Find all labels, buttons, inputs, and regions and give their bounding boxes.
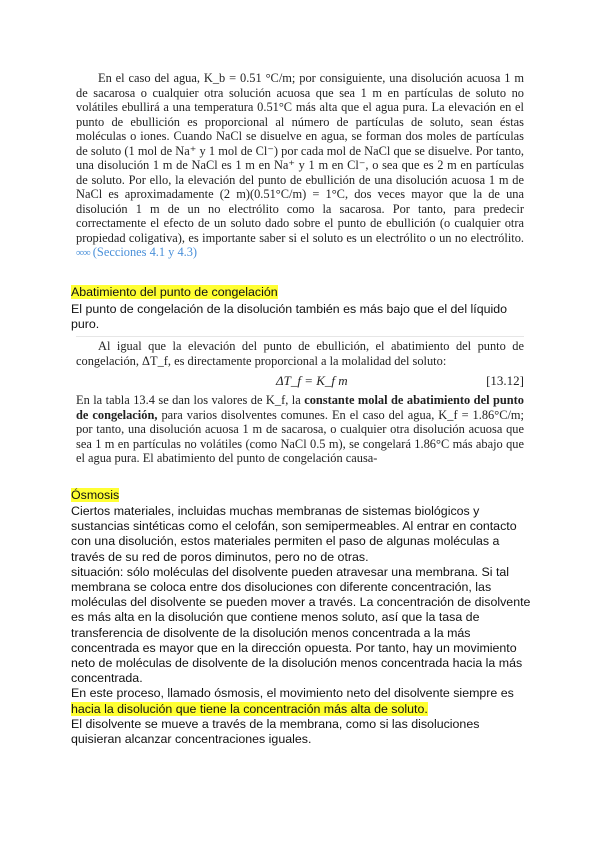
scanned-excerpt-congelacion	[76, 336, 524, 466]
paragraph-congelacion-2-start: En la tabla 13.4 se dan los valores de K_f, la	[76, 393, 301, 407]
equation-row	[76, 372, 524, 390]
highlighted-sentence: hacia la disolución que tiene la concentración más alta de soluto.	[71, 701, 428, 716]
paragraph-osmosis-1-text: Ciertos materiales, incluidas muchas membranas de sistemas biológicos y sustancias sintéticas como el celofán, son semipermeables. Al entrar en contacto con una disolución, estos materiales permiten el paso de algunas moléculas a través de su red de poros diminutos, pero no de otras.	[71, 504, 517, 564]
cross-reference-icon: ∞∞	[76, 247, 90, 259]
heading-congelacion-text: Abatimiento del punto de congelación	[71, 285, 278, 299]
paragraph-osmosis-3-text: En este proceso, llamado ósmosis, el movimiento neto del disolvente siempre es	[71, 686, 514, 701]
intro-congelacion-text: El punto de congelación de la disolución también es más bajo que el del líquido puro.	[71, 302, 508, 332]
paragraph-osmosis-2	[71, 565, 531, 687]
paragraph-osmosis-2-text: situación: sólo moléculas del disolvente pueden atravesar una membrana. Si tal membrana se coloca entre dos disoluciones con diferente concentración, las moléculas del disolvente se pueden mover a través. La concentración de disolvente es más alta en la disolución que contiene menos soluto, así que la tasa de transferencia de disolvente de la disolución menos concentrada a la más concentrada es mayor que en la dirección opuesta. Por tanto, hay un movimiento neto de moléculas de disolvente de la disolución menos concentrada hacia la más concentrada.	[71, 564, 531, 686]
paragraph-osmosis-4	[71, 717, 531, 747]
paragraph-osmosis-1	[71, 504, 531, 565]
paragraph-osmosis-4-text: El disolvente se mueve a través de la membrana, como si las disoluciones quisieran alcanzar concentraciones iguales.	[71, 716, 480, 747]
paragraph-ebullicion-text: En el caso del agua, K_b = 0.51 °C/m; por consiguiente, una disolución acuosa 1 m de sacarosa o cualquier otra solución acuosa que sea 1 m en partículas de soluto no volátiles ebullirá a una temperatura 0.51°C más alta que el agua pura. La elevación en el punto de ebullición es proporcional al número de partículas de soluto, sean éstas moléculas o iones. Cuando NaCl se disuelve en agua, se forman dos moles de partículas de soluto (1 mol de Na⁺ y 1 mol de Cl⁻) por cada mol de NaCl que se disuelve. Por tanto, una disolución 1 m de NaCl es 1 m en Na⁺ y 1 m en Cl⁻, o sea que es 2 m en partículas de soluto. Por ello, la elevación del punto de ebullición de una disolución acuosa 1 m de NaCl es aproximadamente (2 m)(0.51°C/m) = 1°C, dos veces mayor que la de una disolución 1 m de un no electrólito como la sacarosa. Por tanto, para predecir correctamente el efecto de un soluto dado sobre el punto de ebullición (o cualquier otra propiedad coligativa), es importante saber si el soluto es un electrólito o un no electrólito.	[76, 71, 524, 245]
heading-congelacion	[71, 285, 278, 300]
heading-osmosis	[71, 488, 119, 503]
paragraph-congelacion-1-text: Al igual que la elevación del punto de ebullición, el abatimiento del punto de congelación, ΔT_f, es directamente proporcional a la molalidad del soluto:	[76, 339, 524, 368]
equation-number: [13.12]	[486, 373, 524, 388]
term-constante-molal: constante molal de abatimiento del punto de congelación,	[76, 393, 524, 422]
equation-formula: ΔT_f = K_f m	[276, 373, 348, 388]
intro-congelacion	[71, 302, 511, 332]
paragraph-congelacion-2-end: para varios disolventes comunes. En el caso del agua, K_f = 1.86°C/m; por tanto, una disolución acuosa 1 m de sacarosa, o cualquier otra disolución acuosa que sea 1 m en partículas no volátiles (como NaCl 0.5 m), se congelará 1.86°C más abajo que el agua pura. El abatimiento del punto de congelación causa-	[76, 407, 524, 465]
cross-reference-link[interactable]: (Secciones 4.1 y 4.3)	[92, 245, 198, 259]
paragraph-congelacion-2	[76, 393, 524, 466]
heading-osmosis-text: Ósmosis	[71, 488, 120, 502]
osmosis-body	[71, 504, 531, 747]
paragraph-ebullicion	[76, 71, 524, 261]
paragraph-congelacion-1	[76, 337, 524, 368]
paragraph-osmosis-3	[71, 686, 531, 716]
